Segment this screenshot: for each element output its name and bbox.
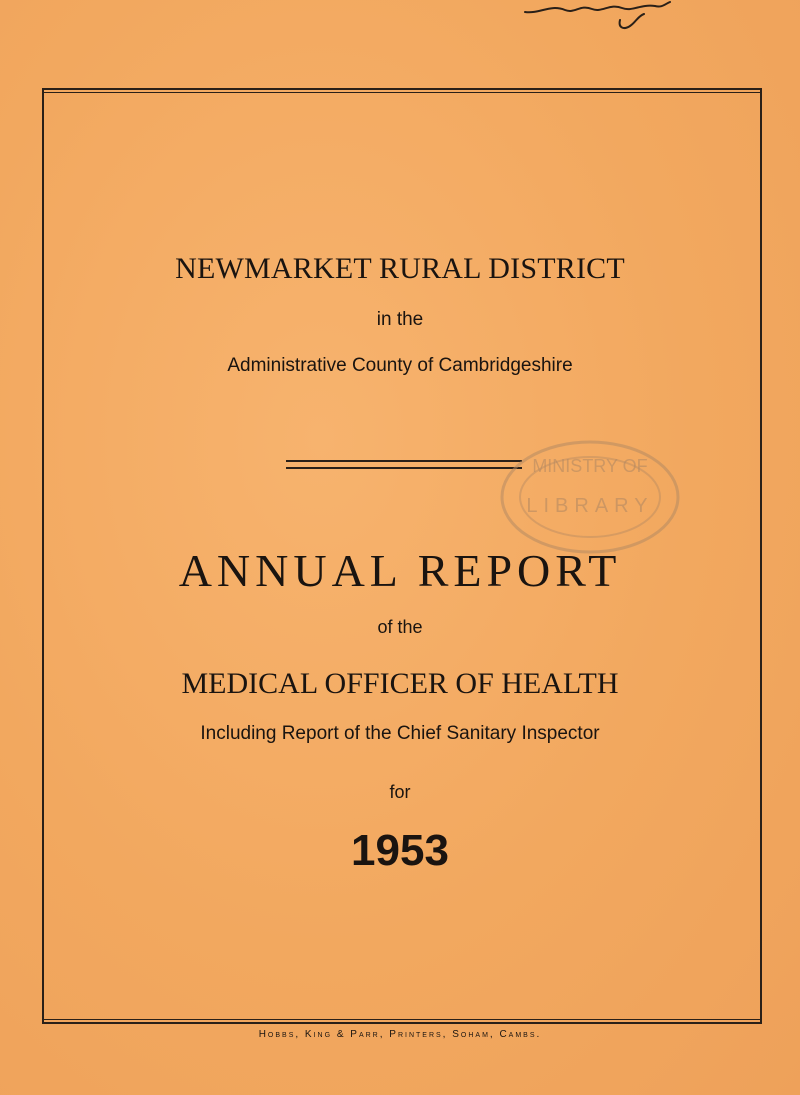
including-text: Including Report of the Chief Sanitary Inspector: [200, 723, 600, 744]
in-the-text: in the: [376, 309, 424, 330]
stamp-text-bottom: LIBRARY: [526, 495, 654, 517]
county-text: Administrative County of Cambridgeshire: [227, 355, 573, 376]
medical-officer-heading: MEDICAL OFFICER OF HEALTH: [181, 667, 619, 700]
stamp-text-top: MINISTRY OF: [532, 456, 648, 476]
bottom-rule: [42, 1019, 762, 1020]
report-year: 1953: [351, 826, 449, 875]
for-text: for: [389, 782, 411, 802]
handwritten-signature: [520, 0, 680, 40]
district-heading: NEWMARKET RURAL DISTRICT: [175, 252, 625, 285]
top-rule: [42, 92, 762, 93]
printer-imprint: Hobbs, King & Parr, Printers, Soham, Cambs.: [258, 1029, 542, 1040]
library-stamp: [490, 432, 690, 562]
annual-report-title: ANNUAL REPORT: [178, 545, 622, 596]
of-the-text: of the: [377, 617, 423, 637]
double-divider: [286, 460, 522, 469]
